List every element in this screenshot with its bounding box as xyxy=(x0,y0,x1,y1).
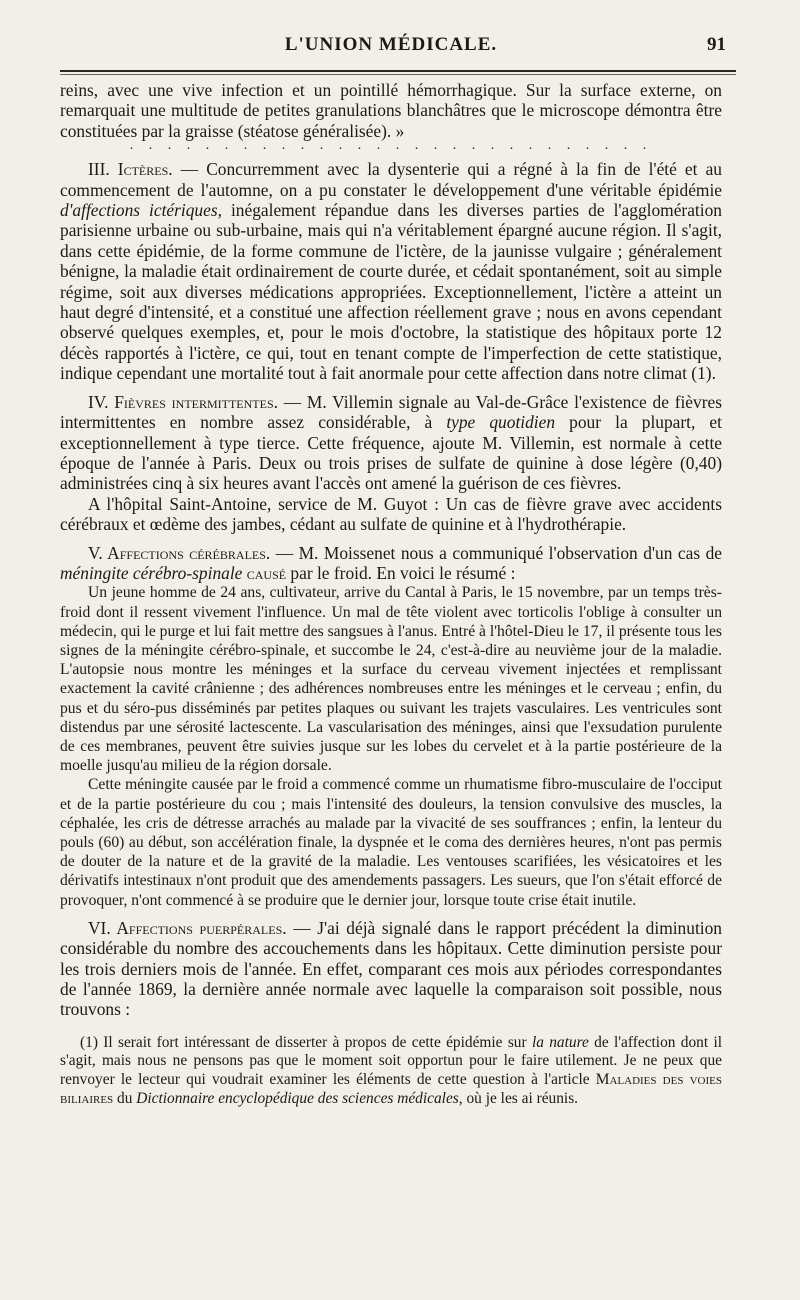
intro-paragraph: reins, avec une vive infection et un pointillé hémorrhagique. Sur la surface externe, on remarquait une multitude de petites granulations blanchâtres que le microscope démontra être constituées par la graisse (stéatose généralisée). » xyxy=(60,80,722,141)
page-header xyxy=(60,0,726,62)
ellipsis-separator: . . . . . . . . . . . . . . . . . . . . . . . . . . . . xyxy=(129,138,653,154)
section-cerebrales: V. Affections cérébrales. — M. Moissenet nous a communiqué l'observation d'un cas de méningite cérébro-spinale causé par le froid. En voici le résumé : xyxy=(60,542,722,583)
header-rule xyxy=(60,70,736,72)
header-rule-thin xyxy=(60,74,736,75)
section-heading: VI. Affections puerpérales. xyxy=(88,917,287,938)
section-fievres: IV. Fièvres intermittentes. — M. Villemin signale au Val-de-Grâce l'existence de fièvres intermittentes en nombre assez considérable, à type quotidien pour la plupart, et exceptionnellement à type tierce. Cette fréquence, ajoute M. Villemin, est normale à cette époque de l'année à Paris. Deux ou trois prises de sulfate de quinine à dose légère (0,40) administrées cinq à six heures avant l'accès ont amené la guérison de ces fièvres. xyxy=(60,391,723,494)
case-paragraph: Cette méningite causée par le froid a commencé comme un rhumatisme fibro-musculaire de l'occiput et de la partie postérieure du cou ; mais l'intensité des douleurs, la tension convulsive des muscles, la céphalée, les cris de détresse arrachés au malade par la vivacité de ses souffrances ; enfin, la lenteur du pouls (60) au début, son accélération finale, la dyspnée et le coma des dernières heures, n'ont pas permis de douter de la nature et de la gravité de la maladie. Les ventouses scarifiées, les vésicatoires et les dérivatifs intestinaux n'ont produit que des amendements passagers. Les sueurs, que l'on s'était efforcé de provoquer, n'ont commencé à se produire que le dernier jour, lorsque toute crise était inutile. xyxy=(60,776,722,909)
section-heading: III. Ictères. xyxy=(88,159,173,180)
section-heading: IV. Fièvres intermittentes. xyxy=(88,391,278,412)
footnote-text: (1) Il serait fort intéressant de disserter à propos de cette épidémie sur la nature de l'affection dont il s'agit, mais nous ne pensons pas que le moment soit opportun pour le faire utilement. Je ne peux que renvoyer le lecteur qui voudrait examiner les éléments de cette question à l'article Maladies des voies biliaires du Dictionnaire encyclopédique des sciences médicales, où je les ai réunis. xyxy=(60,1033,723,1107)
section-heading: V. Affections cérébrales. xyxy=(88,542,271,563)
paragraph-saint-antoine: A l'hôpital Saint-Antoine, service de M. Guyot : Un cas de fièvre grave avec accidents cérébraux et œdème des jambes, cédant au sulfate de quinine et à l'hydrothérapie. xyxy=(60,493,722,535)
case-report xyxy=(60,583,722,909)
footnote xyxy=(60,1034,722,1108)
page-number: 91 xyxy=(707,34,726,55)
section-ictere: III. Ictères. — Concurremment avec la dysenterie qui a régné à la fin de l'été et au commencement de l'automne, on a pu constater le développement d'une véritable épidémie d'affections ictériques, inégalement répandue dans les diverses parties de l'agglomération parisienne urbaine ou sub-urbaine, mais qui n'a véritablement épargné aucune région. Il s'agit, dans cette épidémie, de la forme commune de l'ictère, de la jaunisse vulgaire ; généralement bénigne, la maladie était ordinairement de courte durée, et cédait spontanément, soit au simple régime, soit aux diverses médications appropriées. Exceptionnellement, l'ictère a atteint un haut degré d'intensité, et a constitué une affection réellement grave ; nous en avons cependant observé quelques exemples, et, pour le mois d'octobre, la statistique des hôpitaux porte 12 décès rapportés à l'ictère, ce qui, tout en tenant compte de l'imperfection de cette statistique, indique cependant une mortalité tout à fait anormale pour cette affection dans notre climat (1). xyxy=(60,159,722,384)
running-title: L'UNION MÉDICALE. xyxy=(284,34,498,55)
body-text xyxy=(60,62,722,1108)
section-puerperales: VI. Affections puerpérales. — J'ai déjà signalé dans le rapport précédent la diminution considérable du nombre des accouchements dans les hôpitaux. Cette diminution persiste pour les trois derniers mois de l'année. En effet, comparant ces mois aux périodes correspondantes de l'année 1869, la dernière année normale avec laquelle la comparaison soit possible, nous trouvons : xyxy=(60,917,722,1020)
case-paragraph: Un jeune homme de 24 ans, cultivateur, arrive du Cantal à Paris, le 15 novembre, par un temps très-froid dont il ressent vivement l'influence. Un mal de tête violent avec torticolis l'oblige à consulter un médecin, qui le purge et lui fait mettre des sangsues à l'anus. Entré à l'hôtel-Dieu le 17, il présente tous les signes de la méningite cérébro-spinale, et succombe le 24, c'est-à-dire au neuvième jour de la maladie. L'autopsie nous montre les méninges et la surface du cerveau vivement injectées et remplissant exactement la cavité crânienne ; des adhérences nombreuses entre les méninges et le cerveau ; enfin, du pus et du séro-pus disséminés par petites plaques ou suivant les trajets vasculaires. Les ventricules sont distendus par une sérosité lactescente. La vascularisation des méninges, ainsi que l'exsudation purulente de ces membranes, peuvent être suivies jusque sur les lobes du cervelet et à la partie postérieure de la moelle jusqu'au milieu de la région dorsale. xyxy=(60,584,722,775)
